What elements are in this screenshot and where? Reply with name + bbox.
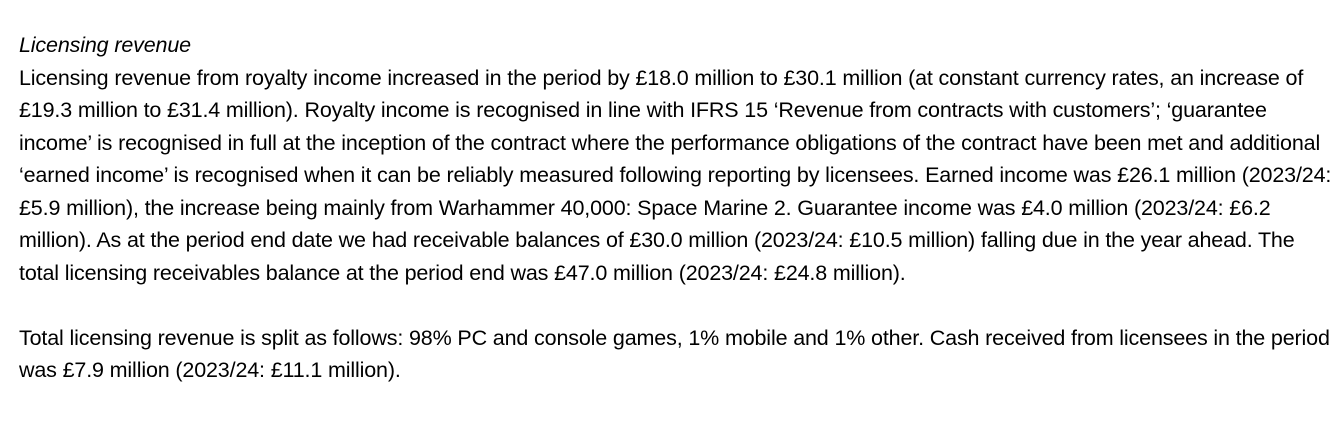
- section-heading: Licensing revenue: [19, 33, 191, 57]
- paragraph-spacer: [19, 289, 1337, 322]
- document-body: [19, 29, 1337, 387]
- paragraph-royalty-income: Licensing revenue from royalty income increased in the period by £18.0 million to £30.1 million (at constant currency rates, an increase of £19.3 million to £31.4 million). Royalty income is recognised in line with IFRS 15 ‘Revenue from contracts with customers’; ‘guarantee income’ is recognised in full at the inception of the contract where the performance obligations of the contract have been met and additional ‘earned income’ is recognised when it can be reliably measured following reporting by licensees. Earned income was £26.1 million (2023/24: £5.9 million), the increase being mainly from Warhammer 40,000: Space Marine 2. Guarantee income was £4.0 million (2023/24: £6.2 million). As at the period end date we had receivable balances of £30.0 million (2023/24: £10.5 million) falling due in the year ahead. The total licensing receivables balance at the period end was £47.0 million (2023/24: £24.8 million).: [19, 65, 1332, 285]
- paragraph-revenue-split: Total licensing revenue is split as follows: 98% PC and console games, 1% mobile and 1% other. Cash received from licensees in the period was £7.9 million (2023/24: £11.1 million).: [19, 325, 1330, 382]
